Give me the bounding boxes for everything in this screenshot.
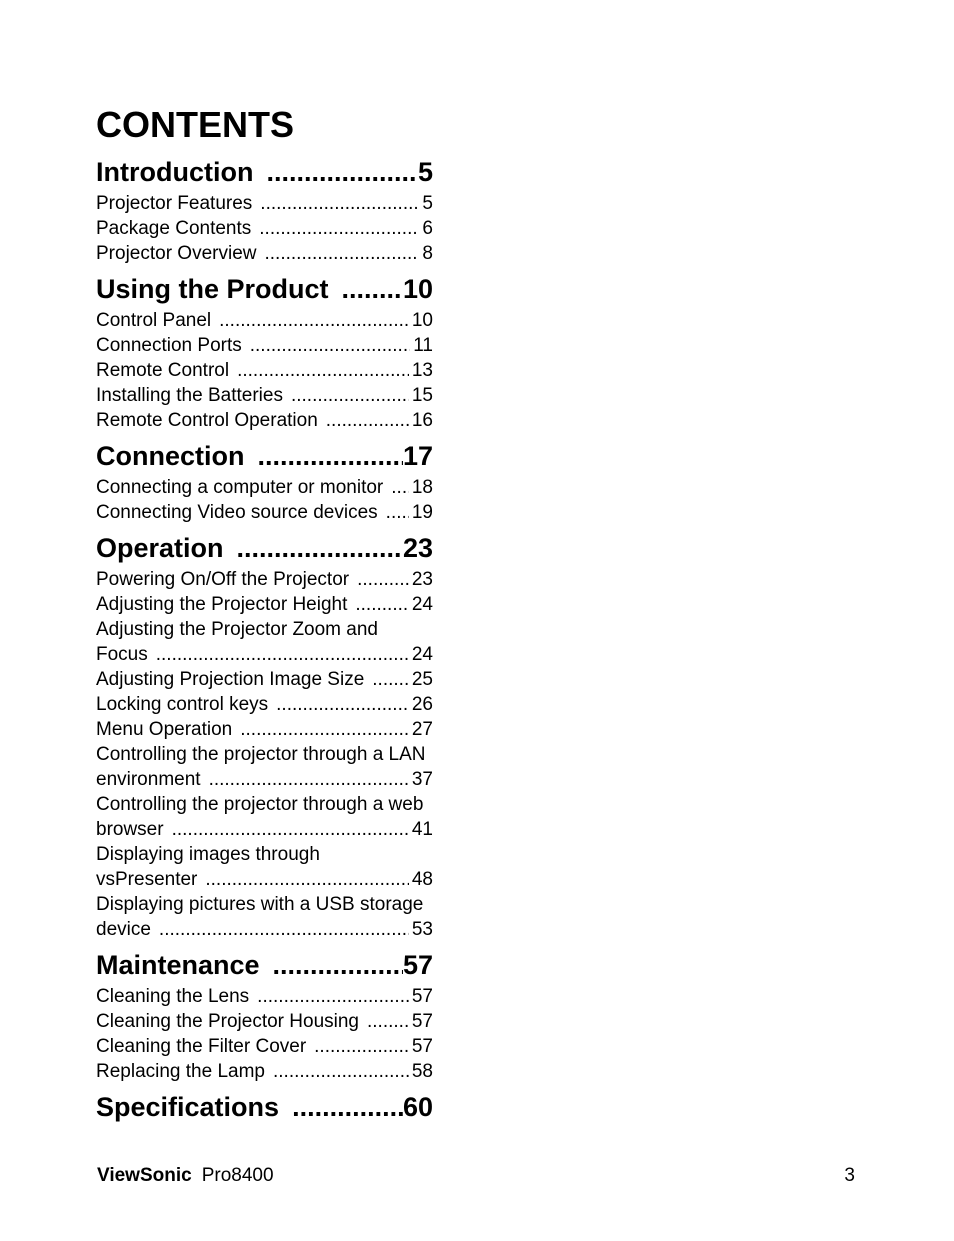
dot-leader <box>201 767 409 792</box>
toc-entry-page-number: 48 <box>411 869 433 890</box>
toc-entry-line <box>96 817 433 842</box>
dot-leader <box>283 383 409 408</box>
toc-section-heading[interactable] <box>96 948 433 982</box>
toc-section-heading[interactable] <box>96 272 433 306</box>
toc-entry-text: device <box>96 919 151 940</box>
toc-entry-line <box>96 692 433 717</box>
toc-entry-text: Projector Features <box>96 193 253 214</box>
toc-entry[interactable] <box>96 383 433 408</box>
dot-leader <box>249 984 409 1009</box>
toc-entry-line <box>96 408 433 433</box>
toc-entry-line <box>96 216 433 241</box>
toc-entry-page-number: 8 <box>422 243 433 264</box>
toc-entry[interactable] <box>96 408 433 433</box>
toc-entry-page-number: 6 <box>422 218 433 239</box>
toc-entry[interactable] <box>96 984 433 1009</box>
toc-entry-line <box>96 333 433 358</box>
toc-entry-page-number: 16 <box>411 410 433 431</box>
dot-leader <box>279 1090 403 1124</box>
toc-entry-text: Displaying pictures with a USB storage <box>96 894 424 915</box>
toc-section <box>96 272 433 433</box>
toc-entry-page-number: 53 <box>411 919 433 940</box>
toc-entry-text: Cleaning the Filter Cover <box>96 1036 307 1057</box>
toc-entry-line <box>96 475 433 500</box>
toc-entry[interactable] <box>96 1034 433 1059</box>
toc-entry-page-number: 13 <box>411 360 433 381</box>
toc-entry-line <box>96 917 433 942</box>
toc-item-list <box>96 567 433 942</box>
dot-leader <box>251 216 419 241</box>
page-number: 3 <box>844 1165 855 1186</box>
toc-entry[interactable] <box>96 717 433 742</box>
toc-entry-text: Controlling the projector through a web <box>96 794 424 815</box>
toc-entry[interactable] <box>96 241 433 266</box>
toc-entry-text: Replacing the Lamp <box>96 1061 265 1082</box>
toc-section <box>96 439 433 525</box>
toc-entry-text: Adjusting Projection Image Size <box>96 669 365 690</box>
toc-entry-line <box>96 642 433 667</box>
toc-entry-text: browser <box>96 819 164 840</box>
toc-entry-page-number: 57 <box>411 1036 433 1057</box>
toc-entry-text: Adjusting the Projector Zoom and <box>96 619 378 640</box>
section-heading-text: Specifications <box>96 1092 280 1122</box>
dot-leader <box>378 500 409 525</box>
toc-entry-line <box>96 383 433 408</box>
dot-leader <box>232 717 409 742</box>
toc-entry-text: Cleaning the Lens <box>96 986 250 1007</box>
toc-entry-text: Connecting Video source devices <box>96 502 378 523</box>
dot-leader <box>383 475 409 500</box>
toc-entry-page-number: 37 <box>411 769 433 790</box>
toc-entry-page-number: 57 <box>411 986 433 1007</box>
toc-entry-line <box>96 1059 433 1084</box>
toc-entry-text: Focus <box>96 644 148 665</box>
section-heading-text: Maintenance <box>96 950 260 980</box>
dot-leader <box>306 1034 409 1059</box>
toc-entry-text: Connection Ports <box>96 335 242 356</box>
section-heading-text: Connection <box>96 441 245 471</box>
toc-section-heading[interactable] <box>96 155 433 189</box>
dot-leader <box>329 272 403 306</box>
dot-leader <box>164 817 409 842</box>
toc-entry[interactable] <box>96 358 433 383</box>
dot-leader <box>253 155 418 189</box>
toc-entry[interactable] <box>96 592 433 617</box>
toc-entry-line <box>96 1009 433 1034</box>
toc-entry-line <box>96 592 433 617</box>
toc-section-heading[interactable] <box>96 439 433 473</box>
dot-leader <box>148 642 409 667</box>
toc-entry[interactable] <box>96 842 433 892</box>
toc-entry-text: Remote Control Operation <box>96 410 318 431</box>
toc-entry-page-number: 27 <box>411 719 433 740</box>
toc-entry-page-number: 57 <box>411 1011 433 1032</box>
toc-entry-line <box>96 500 433 525</box>
toc-entry-text: Adjusting the Projector Height <box>96 594 348 615</box>
toc-entry[interactable] <box>96 617 433 667</box>
toc-entry-text: Cleaning the Projector Housing <box>96 1011 359 1032</box>
toc-entry-text: Installing the Batteries <box>96 385 283 406</box>
toc-entry[interactable] <box>96 567 433 592</box>
toc-entry-text: Displaying images through <box>96 844 320 865</box>
toc-entry-page-number: 5 <box>422 193 433 214</box>
toc-entry-line <box>96 667 433 692</box>
toc-entry-text: Control Panel <box>96 310 212 331</box>
dot-leader <box>242 333 411 358</box>
toc-entry-page-number: 18 <box>411 477 433 498</box>
toc-entry-page-number: 24 <box>411 644 433 665</box>
toc-section <box>96 155 433 266</box>
dot-leader <box>211 308 409 333</box>
dot-leader <box>197 867 408 892</box>
section-page-number: 23 <box>402 533 433 563</box>
toc-entry-text: vsPresenter <box>96 869 198 890</box>
toc-section-heading[interactable] <box>96 1090 433 1124</box>
toc-entry-page-number: 15 <box>411 385 433 406</box>
toc-entry-line <box>96 984 433 1009</box>
toc-item-list <box>96 308 433 433</box>
page-title: CONTENTS <box>96 104 294 145</box>
section-page-number: 17 <box>402 441 433 471</box>
toc-entry[interactable] <box>96 216 433 241</box>
toc-entry[interactable] <box>96 475 433 500</box>
toc-entry-page-number: 24 <box>411 594 433 615</box>
toc-entry[interactable] <box>96 892 433 942</box>
toc-entry-text: Controlling the projector through a LAN <box>96 744 426 765</box>
toc-section <box>96 531 433 942</box>
toc-entry-page-number: 10 <box>411 310 433 331</box>
toc-item-list <box>96 475 433 525</box>
toc-entry-text: environment <box>96 769 201 790</box>
toc-entry[interactable] <box>96 500 433 525</box>
toc-entry[interactable] <box>96 333 433 358</box>
toc-entry-text: Powering On/Off the Projector <box>96 569 350 590</box>
dot-leader <box>318 408 409 433</box>
dot-leader <box>265 1059 409 1084</box>
toc-entry[interactable] <box>96 1009 433 1034</box>
section-heading-text: Using the Product <box>96 274 329 304</box>
toc-entry-text: Remote Control <box>96 360 230 381</box>
toc-entry-line <box>96 308 433 333</box>
toc-section <box>96 948 433 1084</box>
toc-entry[interactable] <box>96 667 433 692</box>
toc-entry-line <box>96 1034 433 1059</box>
toc-section <box>96 1090 433 1124</box>
toc-entry-text: Projector Overview <box>96 243 257 264</box>
dot-leader <box>347 592 408 617</box>
toc-entry-line <box>96 567 433 592</box>
footer-brand: ViewSonic <box>97 1165 192 1186</box>
section-heading-text: Introduction <box>96 157 254 187</box>
toc-entry-page-number: 11 <box>413 335 433 356</box>
dot-leader <box>364 667 409 692</box>
toc-entry[interactable] <box>96 742 433 792</box>
toc-entry[interactable] <box>96 692 433 717</box>
dot-leader <box>245 439 403 473</box>
toc-entry[interactable] <box>96 308 433 333</box>
dot-leader <box>260 948 403 982</box>
dot-leader <box>224 531 403 565</box>
toc-entry-line <box>96 241 433 266</box>
toc-entry-text: Locking control keys <box>96 694 269 715</box>
toc-entry-line <box>96 191 433 216</box>
toc-section-heading[interactable] <box>96 531 433 565</box>
section-heading-text: Operation <box>96 533 224 563</box>
toc-entry-page-number: 26 <box>411 694 433 715</box>
toc-entry-page-number: 23 <box>411 569 433 590</box>
dot-leader <box>349 567 409 592</box>
toc-item-list <box>96 984 433 1084</box>
toc-entry-page-number: 58 <box>411 1061 433 1082</box>
dot-leader <box>359 1009 409 1034</box>
toc-entry-text: Menu Operation <box>96 719 233 740</box>
table-of-contents <box>96 155 433 1130</box>
dot-leader <box>229 358 409 383</box>
section-page-number: 10 <box>402 274 433 304</box>
toc-entry-line <box>96 767 433 792</box>
dot-leader <box>151 917 409 942</box>
footer-model: Pro8400 <box>201 1165 274 1186</box>
dot-leader <box>252 191 419 216</box>
toc-entry[interactable] <box>96 191 433 216</box>
toc-entry-line <box>96 717 433 742</box>
toc-entry-line <box>96 358 433 383</box>
toc-entry[interactable] <box>96 792 433 842</box>
toc-entry[interactable] <box>96 1059 433 1084</box>
toc-item-list <box>96 191 433 266</box>
toc-entry-page-number: 41 <box>411 819 433 840</box>
section-page-number: 5 <box>417 157 433 187</box>
toc-entry-page-number: 19 <box>411 502 433 523</box>
toc-entry-text: Connecting a computer or monitor <box>96 477 384 498</box>
dot-leader <box>268 692 409 717</box>
dot-leader <box>257 241 420 266</box>
toc-entry-line <box>96 867 433 892</box>
page-footer <box>97 1163 855 1188</box>
section-page-number: 57 <box>402 950 433 980</box>
section-page-number: 60 <box>402 1092 433 1122</box>
toc-entry-text: Package Contents <box>96 218 252 239</box>
toc-entry-page-number: 25 <box>411 669 433 690</box>
